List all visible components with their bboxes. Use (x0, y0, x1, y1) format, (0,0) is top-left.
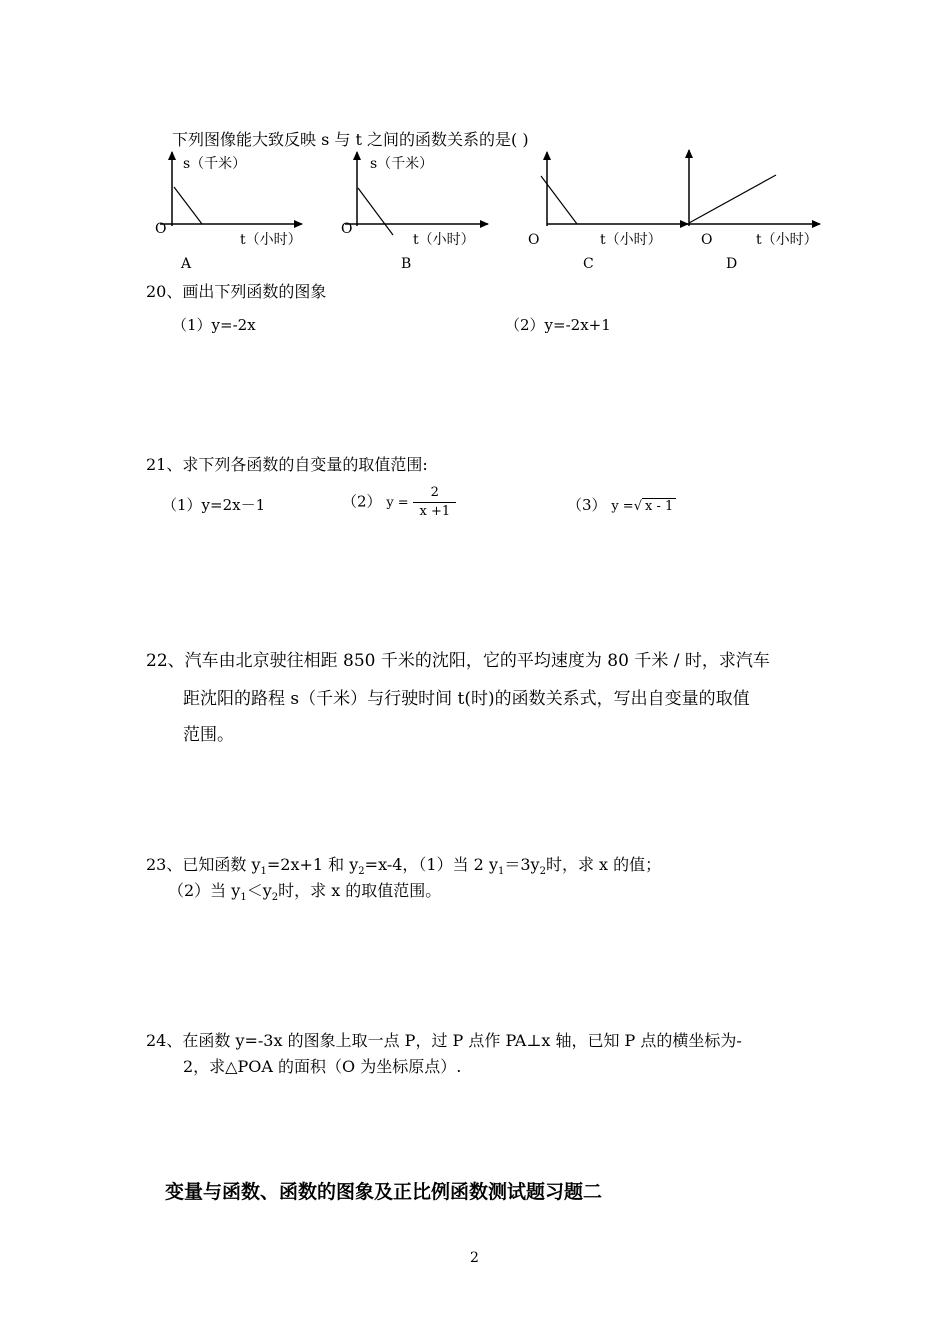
q21-part2-lhs: y = (386, 495, 409, 511)
graph-a (155, 152, 302, 272)
q23-sub2: 2 (358, 866, 365, 878)
q23-line1 (146, 852, 661, 877)
q24-line1: 24、在函数 y=-3x 的图象上取一点 P，过 P 点作 PA⊥x 轴，已知 P 点的横坐标为- (146, 1031, 742, 1050)
page-number: 2 (470, 1250, 479, 1266)
graph-a-origin: O (155, 221, 167, 237)
q21-part2-denominator: x +1 (419, 504, 451, 519)
q22-line1: 22、汽车由北京驶往相距 850 千米的沈阳，它的平均速度为 80 千米 / 时，求汽车 (146, 651, 770, 671)
section-title: 变量与函数、函数的图象及正比例函数测试题习题二 (165, 1181, 603, 1203)
q23-text-b: =2x+1 和 y (266, 855, 359, 874)
q20-stem: 20、画出下列函数的图象 (146, 282, 327, 301)
q22-line2: 距沈阳的路程 s（千米）与行驶时间 t(时)的函数关系式，写出自变量的取值 (183, 689, 750, 709)
q21-stem: 21、求下列各函数的自变量的取值范围: (146, 455, 428, 474)
graph-d-letter: D (726, 256, 738, 272)
graph-a-ylabel: s（千米） (183, 156, 247, 172)
graph-b-origin: O (341, 221, 353, 237)
q23-sub5: 1 (240, 892, 247, 904)
q21-part2-label: （2） (342, 492, 382, 511)
q21-part3-radicand: x - 1 (642, 498, 676, 514)
q23-text-h: 时，求 x 的取值范围。 (278, 881, 442, 900)
graph-d-origin: O (701, 232, 713, 248)
graph-a-letter: A (181, 256, 192, 272)
graph-c-letter: C (583, 256, 594, 272)
q23-line2 (168, 878, 441, 903)
q22-line3: 范围。 (183, 725, 234, 745)
q23-text-d: ＝3y (504, 855, 540, 874)
q19-graphs (0, 0, 950, 290)
q21-part2 (342, 484, 456, 521)
graph-c-xlabel: t（小时） (600, 232, 662, 248)
q23-sub4: 2 (539, 866, 546, 878)
graph-b (341, 152, 488, 272)
q23-text-e: 时，求 x 的值； (545, 855, 662, 874)
graph-b-line (358, 188, 393, 235)
q23-text-g: ＜y (246, 881, 272, 900)
q21-part3-label: （3） (567, 496, 607, 514)
q24-line2: 2，求△POA 的面积（O 为坐标原点）. (183, 1057, 462, 1076)
graph-d (686, 150, 820, 272)
q23-text-c: =x-4，（1）当 2 y (364, 855, 498, 874)
q23-text-a: 23、已知函数 y (146, 855, 261, 874)
graph-a-xlabel: t（小时） (240, 232, 302, 248)
graph-d-line (689, 175, 776, 223)
q23-sub1: 1 (260, 866, 267, 878)
q20-part1: （1）y=-2x (172, 316, 256, 334)
q20-part2: （2）y=-2x+1 (505, 316, 611, 334)
q23-sub6: 2 (271, 892, 279, 904)
q21-part2-numerator: 2 (413, 484, 456, 503)
q19-stem: 下列图像能大致反映 s 与 t 之间的函数关系的是( ) (172, 130, 529, 149)
graph-b-ylabel: s（千米） (370, 156, 434, 172)
q23-text-f: （2）当 y (168, 881, 241, 900)
graph-c (528, 152, 688, 272)
q21-part2-fraction (413, 484, 456, 521)
q21-part3 (567, 494, 676, 515)
graph-b-letter: B (401, 256, 412, 272)
graph-c-origin: O (528, 232, 540, 248)
q21-part1: （1）y=2x－1 (162, 496, 266, 514)
q21-part3-lhs: y = (611, 499, 634, 514)
graph-b-xlabel: t（小时） (413, 232, 475, 248)
graph-a-line (174, 187, 202, 224)
q21-part3-radical-sign: √ (633, 499, 642, 514)
graph-d-xlabel: t（小时） (756, 232, 818, 248)
q23-sub3: 1 (497, 866, 505, 878)
